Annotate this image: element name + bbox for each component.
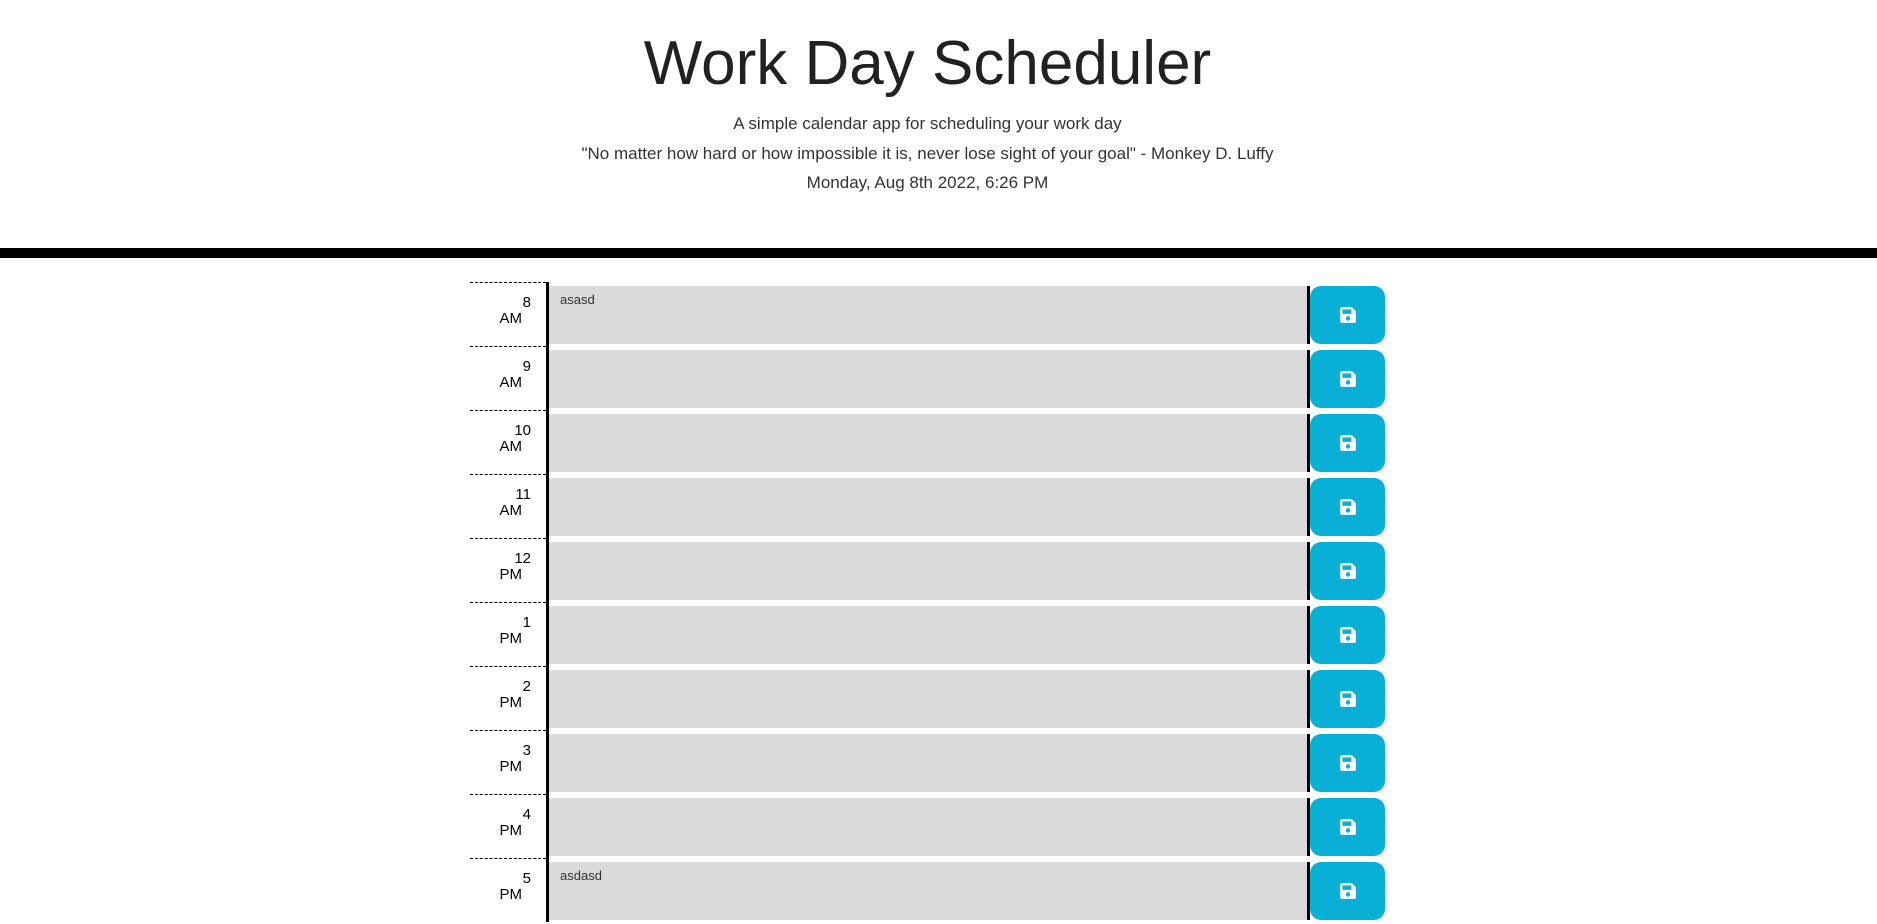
save-button-rail [1307,478,1385,536]
floppy-disk-icon [1339,754,1357,772]
hour-meridiem: PM [499,822,522,840]
hour-meridiem: AM [499,502,522,520]
hour-meridiem: PM [499,630,522,648]
save-button[interactable] [1310,478,1385,536]
event-textarea[interactable] [549,286,1307,344]
save-button-rail [1307,542,1385,600]
hour-number: 9 [522,358,531,376]
row-body [549,858,1385,922]
save-button-rail [1307,606,1385,664]
schedule-container [470,258,1385,922]
floppy-disk-icon [1339,434,1357,452]
hour-label [470,282,546,346]
save-button[interactable] [1310,734,1385,792]
time-block-row-3pm [470,730,1385,794]
hour-number: 2 [522,678,531,696]
time-block-row-4pm [470,794,1385,858]
floppy-disk-icon [1339,498,1357,516]
save-button-rail [1307,798,1385,856]
row-body [549,730,1385,794]
event-textarea[interactable] [549,606,1307,664]
hour-meridiem: PM [499,694,522,712]
time-block-row-5pm [470,858,1385,922]
event-textarea[interactable] [549,862,1307,920]
hour-label [470,858,546,922]
hour-number: 11 [515,486,531,504]
time-block-row-2pm [470,666,1385,730]
hour-number: 8 [522,294,531,312]
floppy-disk-icon [1339,306,1357,324]
event-textarea[interactable] [549,350,1307,408]
time-block-row-12pm [470,538,1385,602]
hour-label [470,730,546,794]
row-body [549,602,1385,666]
save-button[interactable] [1310,414,1385,472]
hour-meridiem: PM [499,886,522,904]
motivational-quote: "No matter how hard or how impossible it is, never lose sight of your goal" - Monkey D. Luffy [581,143,1274,163]
time-block-row-8am [470,282,1385,346]
app-header [470,0,1385,193]
hour-number: 5 [522,870,531,888]
time-block-row-11am [470,474,1385,538]
hour-label [470,666,546,730]
save-button-rail [1307,286,1385,344]
hour-meridiem: AM [499,310,522,328]
row-body [549,410,1385,474]
floppy-disk-icon [1339,370,1357,388]
hour-label [470,602,546,666]
event-textarea[interactable] [549,478,1307,536]
save-button[interactable] [1310,670,1385,728]
save-button[interactable] [1310,862,1385,920]
hour-meridiem: AM [499,438,522,456]
save-button[interactable] [1310,350,1385,408]
current-datetime: Monday, Aug 8th 2022, 6:26 PM [806,172,1049,192]
hour-meridiem: PM [499,566,522,584]
app-subtitle: A simple calendar app for scheduling your work day [733,114,1122,134]
row-body [549,282,1385,346]
row-body [549,538,1385,602]
floppy-disk-icon [1339,626,1357,644]
hour-label [470,474,546,538]
hour-number: 1 [522,614,531,632]
hour-number: 4 [522,806,531,824]
event-textarea[interactable] [549,670,1307,728]
save-button-rail [1307,670,1385,728]
save-button-rail [1307,734,1385,792]
hour-label [470,794,546,858]
header-divider-bar [0,248,1877,258]
hour-meridiem: AM [499,374,522,392]
event-textarea[interactable] [549,734,1307,792]
hour-label [470,538,546,602]
page-title: Work Day Scheduler [643,29,1212,98]
save-button-rail [1307,862,1385,920]
time-block-row-9am [470,346,1385,410]
save-button-rail [1307,414,1385,472]
save-button[interactable] [1310,798,1385,856]
hour-number: 12 [514,550,531,568]
save-button[interactable] [1310,286,1385,344]
floppy-disk-icon [1339,818,1357,836]
row-body [549,666,1385,730]
hour-number: 10 [514,422,531,440]
save-button[interactable] [1310,606,1385,664]
hour-label [470,346,546,410]
save-button[interactable] [1310,542,1385,600]
save-button-rail [1307,350,1385,408]
schedule-left-border [546,282,549,922]
time-block-row-1pm [470,602,1385,666]
time-block-row-10am [470,410,1385,474]
hour-number: 3 [522,742,531,760]
row-body [549,346,1385,410]
hour-meridiem: PM [499,758,522,776]
row-body [549,794,1385,858]
floppy-disk-icon [1339,562,1357,580]
hour-label [470,410,546,474]
row-body [549,474,1385,538]
event-textarea[interactable] [549,798,1307,856]
floppy-disk-icon [1339,882,1357,900]
event-textarea[interactable] [549,414,1307,472]
event-textarea[interactable] [549,542,1307,600]
floppy-disk-icon [1339,690,1357,708]
